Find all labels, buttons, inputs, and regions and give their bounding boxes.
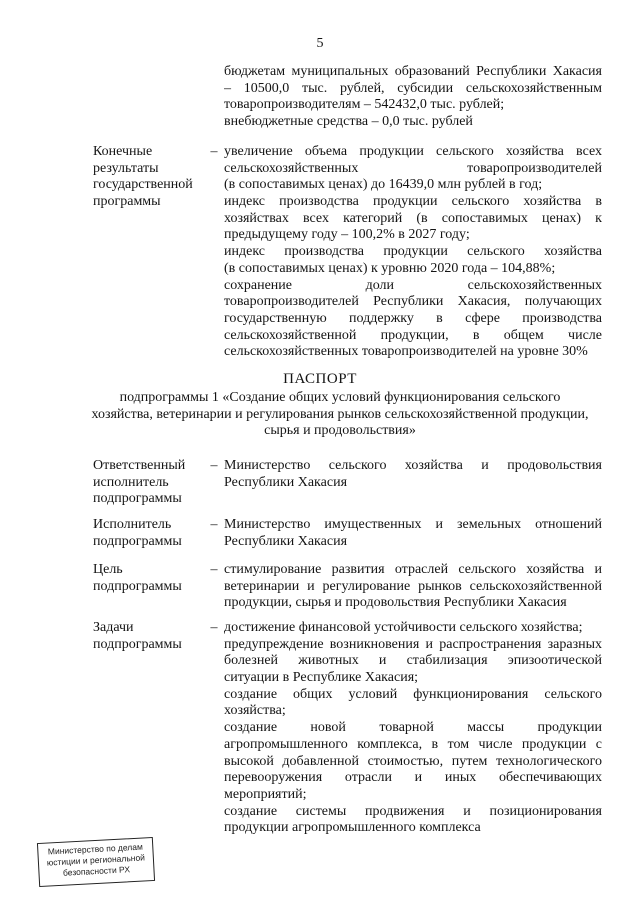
- registration-stamp: Министерство по делам юстиции и региональной безопасности РХ: [37, 837, 155, 887]
- goal-label: Цель подпрограммы: [93, 562, 182, 594]
- tasks-label: Задачи подпрограммы: [93, 620, 182, 652]
- final-results-label: Конечные результаты государственной программы: [93, 144, 193, 210]
- dash-separator: –: [210, 620, 218, 635]
- executor-label: Исполнитель подпрограммы: [93, 517, 182, 549]
- final-results-content: увеличение объема продукции сельского хозяйства всех сельскохозяйственных товаропроизводителей (в сопоставимых ценах) до 16439,0 млн рублей в год; индекс производства продукции сельского хозяйства в хозяйствах всех категорий (в сопоставимых ценах) к предыдущему году – 100,2% в 2027 году; индекс производства продукции сельского хозяйства (в сопоставимых ценах) к уровню 2020 года – 104,88%; сохранение доли сельскохозяйственных товаропроизводителей Республики Хакасия, получающих государственную поддержку в сфере производства сельскохозяйственной продукции, в общем числе сельскохозяйственных товаропроизводителей на уровне 30%: [224, 144, 602, 360]
- passport-subtitle: подпрограммы 1 «Создание общих условий функционирования сельского хозяйства, ветеринарии и регулирования рынков сельскохозяйственной продукции, сырья и продовольствия»: [91, 390, 589, 439]
- text-line: – 10500,0 тыс. рублей, субсидии сельскохозяйственным: [224, 80, 602, 96]
- dash-separator: –: [210, 144, 218, 159]
- passport-title: ПАСПОРТ: [283, 371, 357, 387]
- executor-content: Министерство имущественных и земельных отношений Республики Хакасия: [224, 517, 602, 549]
- page-number: 5: [316, 36, 324, 51]
- text-line: товаропроизводителям – 542432,0 тыс. рублей;: [224, 97, 505, 113]
- goal-content: стимулирование развития отраслей сельского хозяйства и ветеринарии и регулирование рынков сельскохозяйственной продукции, сырья и продовольствия Республики Хакасия: [224, 562, 602, 611]
- tasks-content: достижение финансовой устойчивости сельского хозяйства; предупреждение возникновения и распространения заразных болезней животных и стабилизация эпизоотической ситуации в Республике Хакасия; создание общих условий функционирования сельского хозяйства; создание новой товарной массы продукции агропромышленного комплекса, в том числе продукции с высокой добавленной стоимостью, путем технологического перевооружения отрасли и иных обеспечивающих мероприятий; создание системы продвижения и позиционирования продукции агропромышленного комплекса: [224, 620, 602, 836]
- dash-separator: –: [210, 458, 218, 473]
- dash-separator: –: [210, 517, 218, 532]
- responsible-executor-label: Ответственный исполнитель подпрограммы: [93, 458, 186, 507]
- responsible-executor-content: Министерство сельского хозяйства и продовольствия Республики Хакасия: [224, 458, 602, 490]
- dash-separator: –: [210, 562, 218, 577]
- text-line: бюджетам муниципальных образований Республики Хакасия: [224, 64, 602, 79]
- text-line: внебюджетные средства – 0,0 тыс. рублей: [224, 114, 473, 130]
- funding-continuation: [224, 64, 602, 131]
